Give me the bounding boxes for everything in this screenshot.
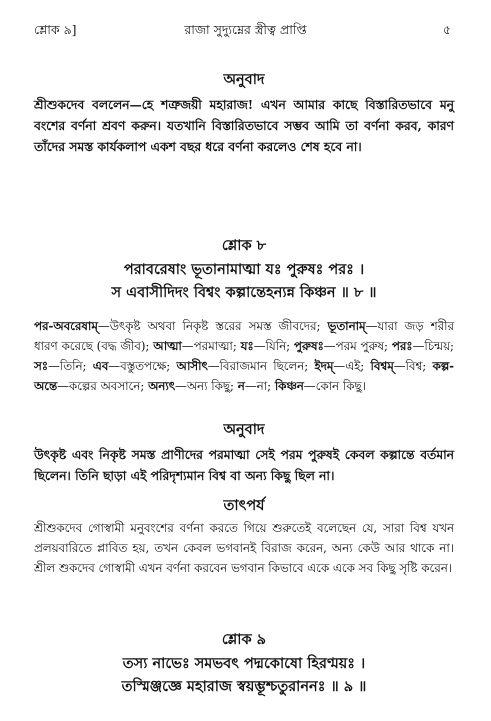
synonym-meaning: —কল্পের অবসানে;	[57, 379, 149, 393]
synonym-term: সঃ	[34, 359, 49, 373]
synonym-term: পরঃ	[391, 339, 413, 353]
verse-9-heading: শ্লোক ৯	[221, 631, 267, 648]
translation-heading: অনুবাদ	[223, 71, 265, 88]
translation-8-text: উৎকৃষ্ট এবং নিকৃষ্ট সমস্ত প্রাণীদের পরমাত্মা সেই পরম পুরুষই কেবল কল্পান্তে বর্তমান ছিলেন। তিনি ছাড়া এই পরিদৃশ্যমান বিশ্ব বা অন্য কিছু ছিল না।	[34, 447, 454, 483]
running-header	[0, 20, 491, 40]
synonym-term: আসীৎ	[176, 359, 208, 373]
verse-8-heading: শ্লোক ৮	[221, 237, 267, 254]
translation-text: শ্রীশুকদেব বললেন—হে শত্রুজয়ী মহারাজ! এখন আমার কাছে বিস্তারিতভাবে মনু বংশের বর্ণনা শ্রবণ করুন। যতখানি বিস্তারিতভাবে সম্ভব আমি তা বর্ণনা করব, কারণ তাঁদের সমস্ত কার্যকলাপ একশ বছর ধরে বর্ণনা করলেও শেষ হবে না।	[34, 97, 454, 154]
verse-9-line-1: তস্য নাভেঃ সমভবৎ পদ্মকোষো হিরণ্ময়ঃ ।	[122, 655, 366, 672]
verse-9-line-2: তস্মিঞ্জজ্ঞে মহারাজ স্বয়ম্ভূশ্চতুরাননঃ ॥ ৯ ॥	[121, 678, 367, 695]
synonym-term: আত্মা	[153, 339, 182, 353]
verse-8-line-2: স এবাসীদিদং বিশ্বং কল্পান্তেহন্যন্ন কিঞ্চন ॥ ৮ ॥	[111, 284, 377, 301]
synonym-term: ইদম্	[314, 359, 334, 373]
verse-9-text	[34, 652, 454, 698]
verse-8-line-1: পরাবরেষাং ভূতানামাত্মা যঃ পুরুষঃ পরঃ ।	[123, 261, 365, 278]
translation-8-section	[34, 420, 454, 486]
synonym-meaning: —যিনি;	[253, 339, 294, 353]
translation-section-prev	[34, 70, 454, 157]
synonym-meaning: —পরম পুরুষ;	[323, 339, 392, 353]
verse-9-block	[34, 630, 454, 698]
verse-8-block	[34, 236, 454, 304]
verse-8-text	[34, 258, 454, 304]
purport-text: শ্রীশুকদেব গোস্বামী মনুবংশের বর্ণনা করতে গিয়ে শুরুতেই বলেছেন যে, সারা বিশ্ব যখন প্রলয়বারিতে প্লাবিত হয়, তখন কেবল ভগবানই বিরাজ করেন, অন্য কেউ আর থাকে না। শ্রীল শুকদেব গোস্বামী এখন বর্ণনা করবেন ভগবান কিভাবে একে একে সব কিছু সৃষ্টি করেন।	[34, 521, 454, 575]
header-verse-ref: শ্লোক ৯]	[34, 22, 77, 37]
synonym-meaning: —যারা জড় শরীর ধারণ করেছে (বদ্ধ জীব);	[34, 319, 455, 353]
synonym-term: যঃ	[240, 339, 254, 353]
synonym-meaning: —এই;	[333, 359, 371, 373]
synonym-term: ভূতানাম্	[327, 319, 366, 333]
synonym-meaning: —পরমাত্মা;	[181, 339, 241, 353]
synonym-term: অন্যৎ	[148, 379, 176, 393]
header-page-number: ৫	[442, 22, 451, 37]
synonym-term: কল্প-অন্তে	[34, 359, 455, 393]
word-for-word-synonyms	[34, 316, 454, 396]
synonym-meaning: —বস্তুতপক্ষে;	[108, 359, 177, 373]
synonym-term: কিঞ্চন	[274, 379, 304, 393]
synonym-term: এব	[92, 359, 109, 373]
purport-heading: তাৎপর্য	[223, 497, 265, 514]
synonym-meaning: —কোন কিছু।	[303, 379, 366, 393]
synonym-meaning: —উৎকৃষ্ট অথবা নিকৃষ্ট স্তরের সমস্ত জীবদের;	[97, 319, 328, 333]
synonym-term: ন	[237, 379, 245, 393]
synonym-term: পর-অবরেষাম্	[34, 319, 98, 333]
synonym-meaning: —তিনি;	[48, 359, 93, 373]
purport-8-section	[34, 496, 454, 578]
translation-8-heading: অনুবাদ	[223, 421, 265, 438]
synonym-meaning: —না;	[244, 379, 275, 393]
synonym-term: পুরুষঃ	[293, 339, 324, 353]
synonym-meaning: —অন্য কিছু;	[175, 379, 238, 393]
synonym-meaning: —বিরাজমান ছিলেন;	[207, 359, 315, 373]
synonym-term: বিশ্বম্	[370, 359, 394, 373]
header-chapter-title: রাজা সুদ্যুম্নের স্ত্রীত্ব প্রাপ্তি	[184, 22, 307, 37]
synonym-meaning: —চিন্ময়;	[412, 339, 454, 353]
synonym-meaning: —বিশ্ব;	[393, 359, 433, 373]
